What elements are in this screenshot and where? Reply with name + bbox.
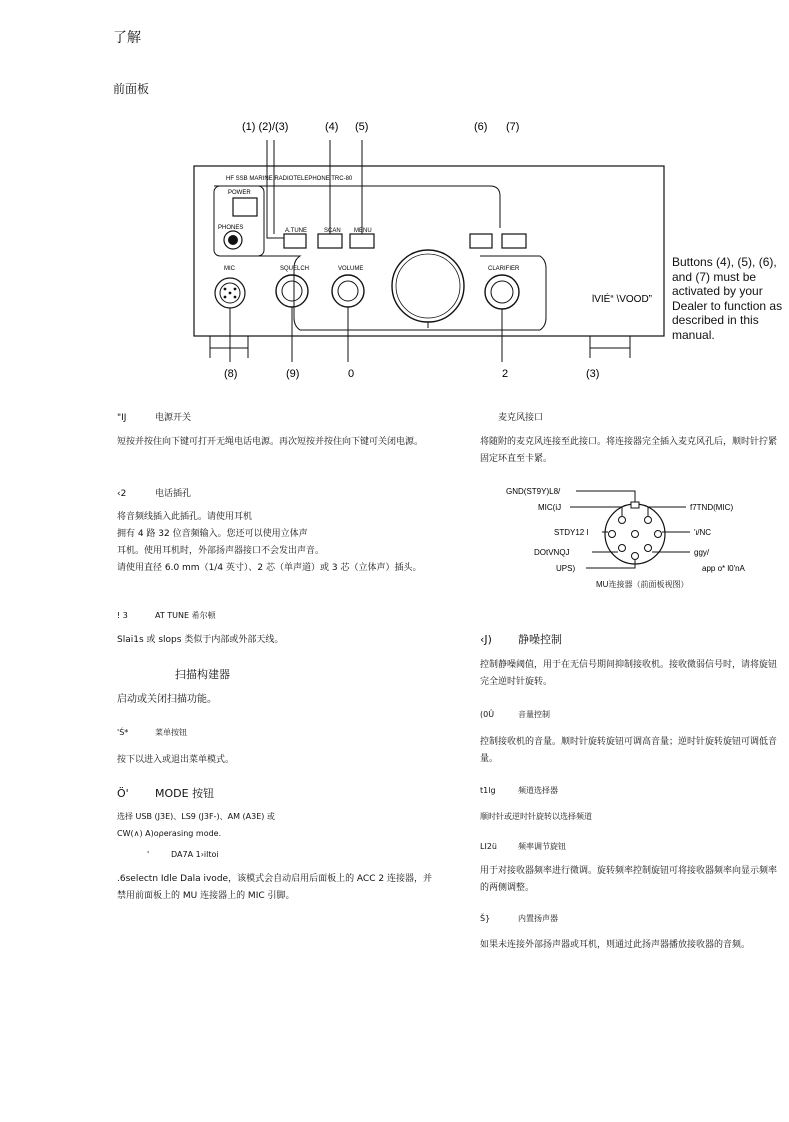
data-button: [502, 234, 526, 248]
pin-label-gnd-mic: f7TND(MIC): [690, 503, 734, 512]
item-6-body: 选择 USB (J3E)、LS9 (J3F-)、AM (A3E) 或 CW(∧) A)oρerasing mode.: [117, 812, 275, 838]
item-8-body: 将随附的麦克风连接至此接口。将连接器完全插入麦克风孔后，顺时针拧紧固定环直至卡紧。: [480, 437, 778, 464]
menu-button: [350, 234, 374, 248]
callout-number-13: (3): [586, 368, 600, 380]
callout-number-12: 2: [502, 368, 509, 380]
item-12-body: 用于对接收器频率进行微调。旋转频率控制旋钮可将接收器频率向显示频率的两侧调整。: [480, 866, 778, 893]
callout-number-6: (6): [474, 121, 488, 133]
page-title: 了解: [113, 30, 141, 46]
item-9-body: 控制静噪阈值，用于在无信号期间抑制接收机。接收微弱信号时，请将旋钮完全逆时针旋转。: [480, 660, 778, 687]
pin-label-8v: ggy/: [694, 548, 710, 557]
callout-numbers-123: (1) (2)/(3): [242, 121, 289, 133]
item-13-heading: Š} 内置扬声器: [480, 914, 558, 923]
squelch-label: SQUELCH: [280, 266, 310, 272]
activation-callout: Buttons (4), (5), (6), and (7) must be activated by your Dealer to function as described in this manual.: [672, 255, 783, 342]
radio-body: [194, 166, 664, 336]
item-9-heading: ‹J) 静噪控制: [480, 633, 562, 646]
mic-label: MIC: [224, 266, 235, 272]
scan-button: [318, 234, 342, 248]
volume-knob: [332, 275, 364, 307]
mode-button: [470, 234, 492, 248]
pin-label-power: app o* l0'nA: [702, 564, 745, 573]
phones-label: PHONES: [218, 225, 244, 231]
item-13-body: 如果未连接外部扬声器或耳机，则通过此扬声器播放接收器的音频。: [480, 940, 751, 950]
callout-number-8: (8): [224, 368, 238, 380]
callout-number-9: (9): [286, 368, 300, 380]
callout-number-5: (5): [355, 121, 369, 133]
pin-label-stdy: STDY12 l: [554, 528, 589, 537]
front-panel-diagram: [180, 110, 789, 385]
pin-label-mic: MIC(iJ: [538, 503, 562, 512]
atune-button: [284, 234, 306, 248]
item-11-body: 顺时针或逆时针旋转以选择频道: [480, 812, 592, 821]
brand-line: HF SSB MARINE RADIOTELEPHONE TRC-80: [226, 176, 353, 182]
pin-label-gnd: GND(ST9Y)L8/: [506, 487, 561, 496]
item-10-body: 控制接收机的音量。顺时针旋转旋钮可调高音量；逆时针旋转旋钮可调低音量。: [480, 737, 778, 764]
pin-label-nc: 'ι/NC: [694, 528, 712, 537]
volume-label: VOLUME: [338, 266, 364, 272]
clarifier-label: CLARIFIER: [488, 266, 520, 272]
item-1-body: 短按并按住向下键可打开无绳电话电源。再次短按并按住向下键可关闭电源。: [117, 437, 424, 447]
squelch-knob: [276, 275, 308, 307]
scan-label: SCAN: [324, 228, 341, 234]
callout-number-7: (7): [506, 121, 520, 133]
item-3-heading: ! 3 AT TUNE 希尔顿: [117, 611, 216, 620]
item-4-body: 启动或关闭扫描功能。: [117, 694, 217, 705]
pin-label-ups: UPS): [556, 564, 576, 573]
item-10-heading: (0Û 音量控制: [480, 710, 550, 719]
pin-label-down: DOtVNQJ: [534, 548, 570, 557]
item-7-body: .6selectn Idle Dala ivode，该模式会自动启用后面板上的 ACC 2 连接器，并禁用前面板上的 MU 连接器上的 MIC 引脚。: [117, 874, 432, 901]
power-button: [233, 198, 257, 216]
item-8-heading: 麦克风接口: [498, 413, 544, 423]
clarifier-knob: [485, 275, 519, 309]
item-2-body: 将音频线插入此插孔。请使用耳机 拥有 4 路 32 位音频输入。您还可以使用立体声 耳机。使用耳机时，外部扬声器接口不会发出声音。 请使用直径 6.0 mm（1/4 英寸）、2 芯（单声道）或 3 芯（立体声）插头。: [117, 512, 422, 573]
item-5-heading: 'Ś* 菜单按钮: [117, 728, 187, 737]
item-5-body: 按下以进入或退出菜单模式。: [117, 755, 235, 765]
item-1-heading: "IJ 电源开关: [117, 413, 192, 423]
item-12-heading: LI2ü 频率调节旋钮: [480, 842, 566, 851]
item-11-heading: t1lg 频道选择器: [480, 786, 558, 795]
item-2-heading: ‹2 电话插孔: [117, 489, 192, 499]
item-4-heading: 扫描构建器: [175, 668, 230, 681]
menu-label: MENU: [354, 228, 372, 234]
callout-number-10: 0: [348, 368, 355, 380]
channel-selector: [392, 250, 464, 322]
callout-number-4: (4): [325, 121, 339, 133]
connector-caption: MU连接器（前面板视图）: [596, 580, 689, 589]
atune-label: A.TUNE: [285, 228, 308, 234]
item-6-heading: Ö' MODE 按钮: [117, 787, 215, 800]
item-7-heading: ' DA7A 1›iltoi: [147, 850, 219, 859]
item-3-body: Slai1s 或 slops 类似于内部或外部天线。: [117, 635, 284, 645]
section-title: 前面板: [113, 82, 150, 96]
power-label: POWER: [228, 190, 251, 196]
brand-logo: lVIÉ“ \VOOD”: [592, 294, 653, 305]
